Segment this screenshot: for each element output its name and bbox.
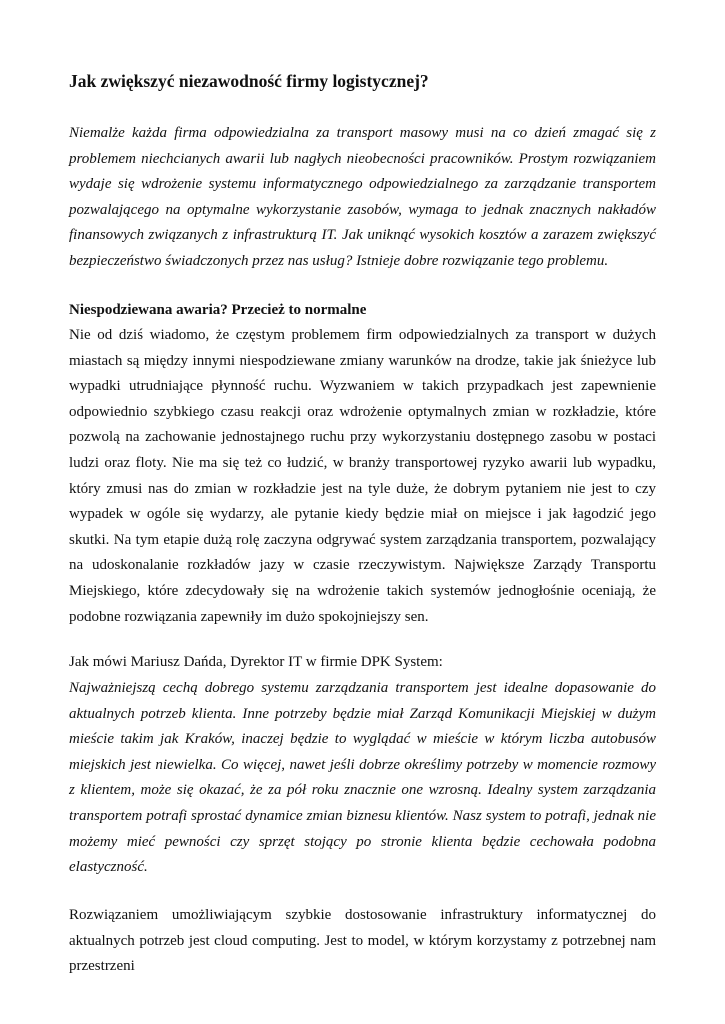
closing-paragraph: Rozwiązaniem umożliwiającym szybkie dostosowanie infrastruktury informatycznej do aktualnych potrzeb jest cloud computing. Jest to model, w którym korzystamy z potrzebnej nam przestrzeni — [69, 907, 656, 975]
section-body-awaria: Nie od dziś wiadomo, że częstym problemem firm odpowiedzialnych za transport w dużych miastach są między innymi niespodziewane zmiany warunków na drodze, takie jak śnieżyce lub wypadki utrudniające płynność ruchu. Wyzwaniem w takich przypadkach jest zapewnienie odpowiednio szybkiego czasu reakcji oraz wdrożenie optymalnych zmian w rozkładzie, które pozwolą na zachowanie jednostajnego ruchu przy wykorzystaniu dostępnego zasobu w postaci ludzi oraz floty. Nie ma się też co łudzić, w branży transportowej ryzyko awarii lub wypadku, który zmusi nas do zmian w rozkładzie jest na tyle duże, że dobrym pytaniem nie jest to czy wypadek w ogóle się wydarzy, ale pytanie kiedy będzie miał on miejsce i jak łagodzić jego skutki. Na tym etapie dużą rolę zaczyna odgrywać system zarządzania transportem, pozwalający na udoskonalanie rozkładów jazy w czasie rzeczywistym. Największe Zarządy Transportu Miejskiego, które zdecydowały się na wdrożenie takich systemów jednogłośnie oceniają, że podobne rozwiązania zapewniły im dużo spokojniejszy sen. — [69, 327, 656, 625]
intro-paragraph: Niemalże każda firma odpowiedzialna za transport masowy musi na co dzień zmagać się z problemem niechcianych awarii lub nagłych nieobecności pracowników. Prostym rozwiązaniem wydaje się wdrożenie systemu informatycznego odpowiedzialnego za zarządzanie transportem pozwalającego na optymalne wykorzystanie zasobów, wymaga to jednak znacznych nakładów finansowych związanych z infrastrukturą IT. Jak uniknąć wysokich kosztów a zarazem zwiększyć bezpieczeństwo świadczonych przez nas usług? Istnieje dobre rozwiązanie tego problemu. — [69, 125, 656, 269]
quote-intro: Jak mówi Mariusz Dańda, Dyrektor IT w firmie DPK System: — [69, 654, 443, 670]
document-title: Jak zwiększyć niezawodność firmy logistycznej? — [69, 71, 429, 91]
quote-paragraph: Najważniejszą cechą dobrego systemu zarządzania transportem jest idealne dopasowanie do aktualnych potrzeb klienta. Inne potrzeby będzie miał Zarząd Komunikacji Miejskiej w dużym mieście takim jak Kraków, inaczej będzie to wyglądać w mieście w którym liczba autobusów miejskich jest niewielka. Co więcej, nawet jeśli dobrze określimy potrzeby w momencie rozmowy z klientem, może się okazać, że za pół roku znacznie one wzrosną. Idealny system zarządzania transportem potrafi sprostać dynamice zmian biznesu klientów. Nasz system to potrafi, jednak nie możemy mieć pewności czy sprzęt stojący po stronie klienta będzie cechowała podobna elastyczność. — [69, 680, 656, 876]
section-heading-awaria: Niespodziewana awaria? Przecież to normalne — [69, 302, 367, 318]
